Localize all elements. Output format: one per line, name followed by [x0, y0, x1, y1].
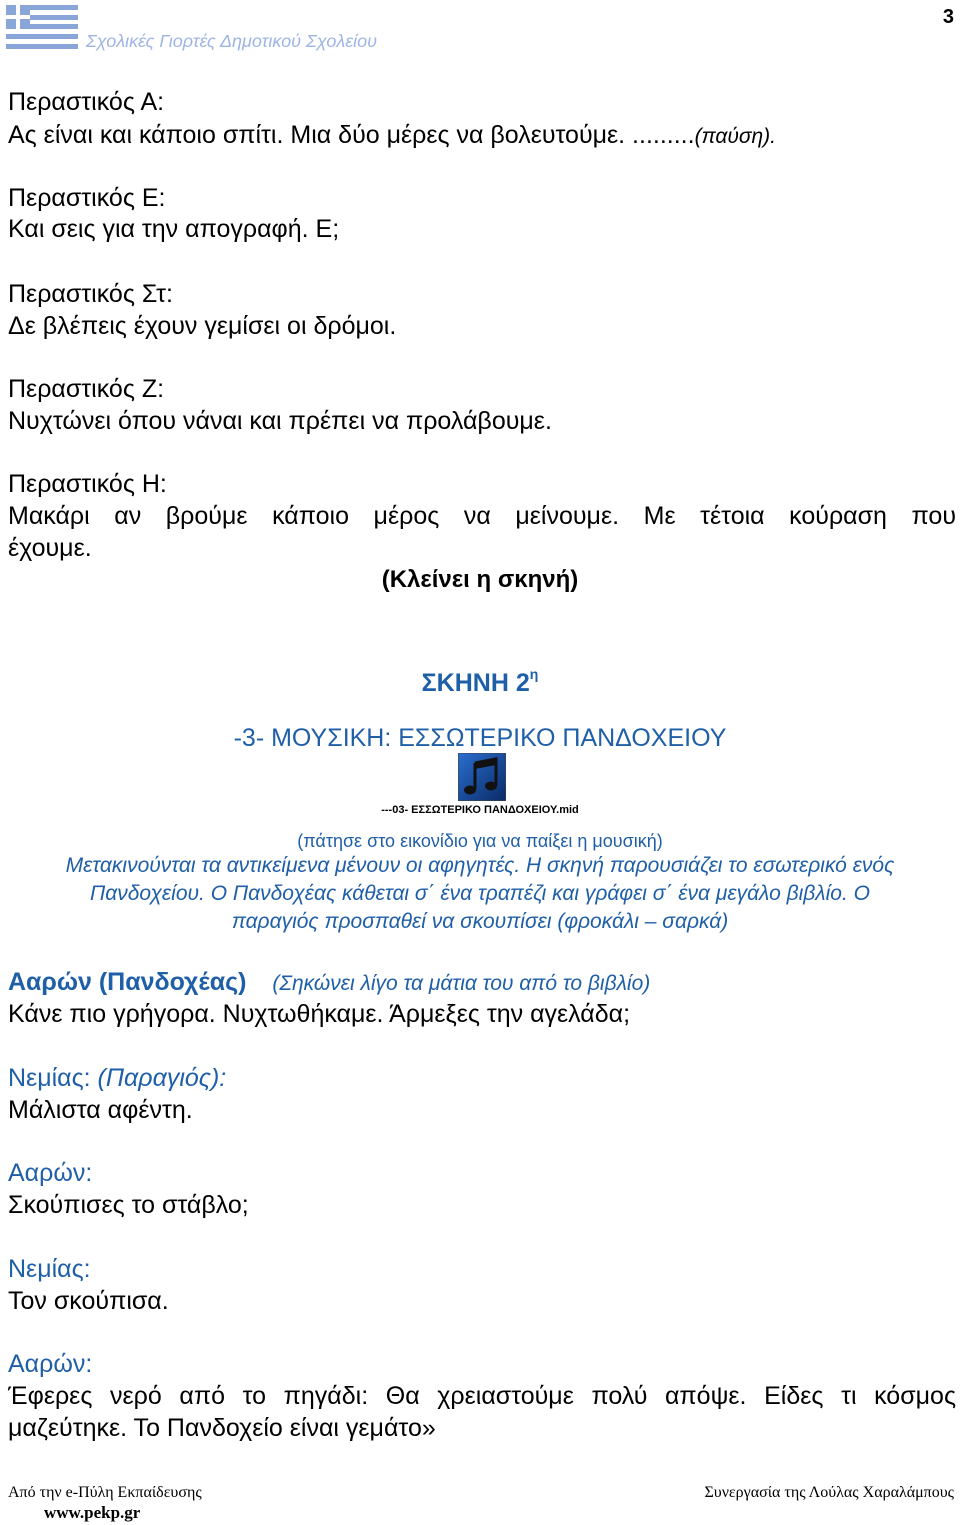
- nemias-text-1: Μάλιστα αφέντη.: [8, 1096, 193, 1124]
- aaron-note: (Σηκώνει λίγο τα μάτια του από το βιβλίο): [272, 972, 651, 995]
- speaker-h-label: Περαστικός Η:: [8, 470, 167, 498]
- music-file-label[interactable]: ---03- ΕΣΣΩΤΕΡΙΚΟ ΠΑΝΔΟΧΕΙΟΥ.mid: [381, 804, 579, 816]
- speaker-st-text: Δε βλέπεις έχουν γεμίσει οι δρόμοι.: [8, 312, 397, 340]
- curtain-note: (Κλείνει η σκηνή): [381, 566, 579, 593]
- speaker-st-label: Περαστικός Στ:: [8, 280, 173, 308]
- footer-url[interactable]: www.pekp.gr: [44, 1503, 141, 1522]
- stage-direction-line-3: παραγιός προσπαθεί να σκουπίσει (φροκάλι – σαρκά): [231, 910, 729, 933]
- stage-direction-line-2: Πανδοχείου. Ο Πανδοχέας κάθεται σ΄ ένα τραπέζι και γράφει σ΄ ένα μεγάλο βιβλίο. Ο: [90, 882, 870, 905]
- scene-title: [0, 658, 960, 699]
- stage-direction-line-1: Μετακινούνται τα αντικείμενα μένουν οι αφηγητές. Η σκηνή παρουσιάζει το εσωτερικό ενός: [65, 854, 895, 877]
- aaron-label-3: Ααρών:: [8, 1350, 93, 1378]
- nemias-heading-1: [8, 1062, 956, 1094]
- scene-title-sup: η: [529, 666, 539, 682]
- page-number: 3: [942, 6, 954, 28]
- nemias-text-2: Τον σκούπισα.: [8, 1287, 169, 1315]
- aaron-heading-1: [8, 966, 956, 1000]
- aaron-text-3-cont: μαζεύτηκε. Το Πανδοχείο είναι γεμάτο»: [8, 1414, 436, 1442]
- music-note-icon[interactable]: [458, 753, 506, 801]
- speaker-a-label: Περαστικός Α:: [8, 88, 165, 116]
- aaron-text-3: Έφερες νερό από το πηγάδι: Θα χρειαστούμε πολύ απόψε. Είδες τι κόσμος: [8, 1382, 956, 1410]
- aaron-text-2: Σκούπισες το στάβλο;: [8, 1191, 249, 1219]
- aaron-label-1: Ααρών (Πανδοχέας): [8, 968, 247, 996]
- speaker-h-text: Μακάρι αν βρούμε κάποιο μέρος να μείνουμε. Με τέτοια κούραση που: [8, 502, 956, 530]
- aaron-text-1: Κάνε πιο γρήγορα. Νυχτωθήκαμε. Άρμεξες την αγελάδα;: [8, 1000, 631, 1028]
- speaker-a-text: Ας είναι και κάποιο σπίτι. Μια δύο μέρες να βολευτούμε. .........: [8, 121, 695, 149]
- footer-source: Από την e-Πύλη Εκπαίδευσης: [8, 1484, 202, 1501]
- music-heading: -3- ΜΟΥΣΙΚΗ: ΕΣΣΩΤΕΡΙΚΟ ΠΑΝΔΟΧΕΙΟΥ: [233, 724, 727, 752]
- nemias-role: (Παραγιός):: [90, 1064, 227, 1092]
- speaker-a-line: [8, 119, 956, 153]
- aaron-label-2: Ααρών:: [8, 1159, 93, 1187]
- header-title: Σχολικές Γιορτές Δημοτικού Σχολείου: [86, 31, 378, 51]
- pause-note: (παύση).: [694, 125, 777, 148]
- speaker-e-text: Και σεις για την απογραφή. Ε;: [8, 215, 340, 243]
- speaker-z-label: Περαστικός Ζ:: [8, 375, 165, 403]
- music-hint: (πάτησε στο εικονίδιο για να παίξει η μουσική): [297, 831, 663, 851]
- nemias-label-1: Νεμίας:: [8, 1064, 91, 1092]
- speaker-h-text-cont: έχουμε.: [8, 534, 92, 562]
- nemias-label-2: Νεμίας:: [8, 1255, 91, 1283]
- scene-title-text: ΣΚΗΝΗ 2: [421, 669, 530, 697]
- speaker-z-text: Νυχτώνει όπου νάναι και πρέπει να προλάβουμε.: [8, 407, 552, 435]
- footer-credit: Συνεργασία της Λούλας Χαραλάμπους: [704, 1484, 954, 1501]
- speaker-e-label: Περαστικός Ε:: [8, 184, 166, 212]
- greek-flag-icon: [6, 5, 78, 49]
